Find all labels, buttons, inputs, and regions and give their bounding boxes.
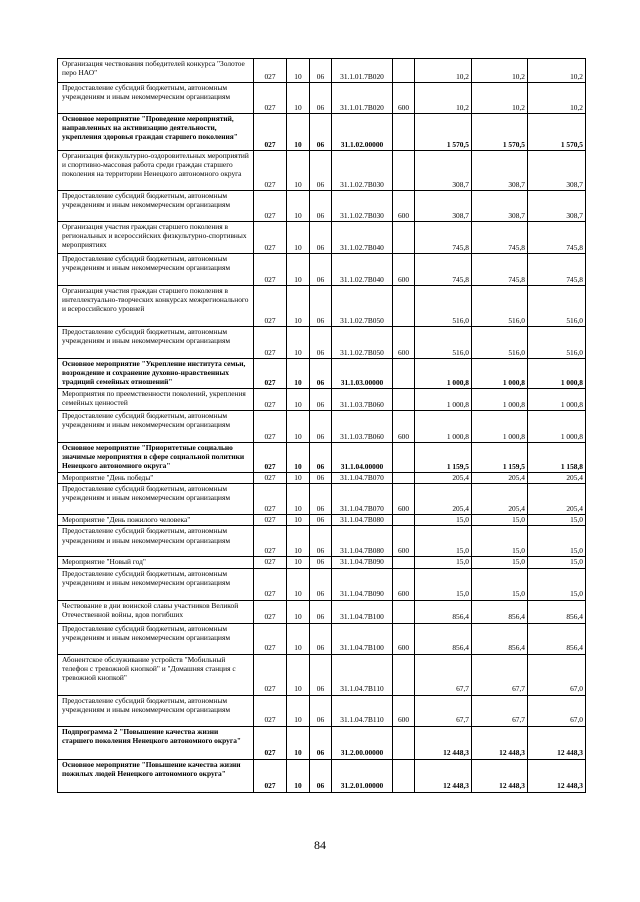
cell-expense-type: 600 xyxy=(393,191,415,222)
table-row xyxy=(58,726,586,759)
table-row xyxy=(58,600,586,623)
cell-subsection: 06 xyxy=(310,473,332,484)
table-row xyxy=(58,389,586,411)
cell-expense-type xyxy=(393,473,415,484)
cell-section: 10 xyxy=(287,695,310,726)
cell-expense-type xyxy=(393,222,415,254)
cell-amount-3: 856,4 xyxy=(528,600,586,623)
cell-target-code: 31.1.04.7В100 xyxy=(332,600,393,623)
cell-admin-code: 027 xyxy=(254,411,287,443)
cell-amount-3: 15,0 xyxy=(528,526,586,557)
table-row xyxy=(58,695,586,726)
cell-amount-1: 1 159,5 xyxy=(415,443,472,473)
cell-name: Мероприятия по преемственности поколений, укрепления семейных ценностей xyxy=(58,389,254,411)
cell-expense-type: 600 xyxy=(393,695,415,726)
cell-amount-3: 516,0 xyxy=(528,327,586,359)
cell-admin-code: 027 xyxy=(254,600,287,623)
cell-section: 10 xyxy=(287,484,310,515)
cell-amount-2: 15,0 xyxy=(472,568,528,600)
cell-amount-2: 1 000,8 xyxy=(472,411,528,443)
cell-section: 10 xyxy=(287,473,310,484)
cell-name: Мероприятие "Новый год" xyxy=(58,557,254,568)
cell-amount-1: 15,0 xyxy=(415,515,472,526)
cell-amount-2: 10,2 xyxy=(472,59,528,83)
cell-amount-3: 12 448,3 xyxy=(528,759,586,792)
cell-amount-3: 745,8 xyxy=(528,222,586,254)
cell-section: 10 xyxy=(287,568,310,600)
cell-amount-3: 1 000,8 xyxy=(528,359,586,389)
cell-admin-code: 027 xyxy=(254,443,287,473)
cell-expense-type xyxy=(393,286,415,327)
cell-admin-code: 027 xyxy=(254,222,287,254)
cell-amount-3: 1 570,5 xyxy=(528,114,586,151)
cell-section: 10 xyxy=(287,389,310,411)
cell-expense-type: 600 xyxy=(393,568,415,600)
cell-expense-type xyxy=(393,389,415,411)
cell-amount-1: 12 448,3 xyxy=(415,759,472,792)
cell-amount-2: 67,7 xyxy=(472,695,528,726)
cell-amount-1: 15,0 xyxy=(415,557,472,568)
cell-expense-type: 600 xyxy=(393,484,415,515)
cell-expense-type: 600 xyxy=(393,327,415,359)
table-row xyxy=(58,151,586,191)
cell-name: Предоставление субсидий бюджетным, автономным учреждениям и иным некоммерческим организациям xyxy=(58,83,254,114)
cell-target-code: 31.1.02.00000 xyxy=(332,114,393,151)
cell-amount-1: 12 448,3 xyxy=(415,726,472,759)
cell-amount-2: 15,0 xyxy=(472,526,528,557)
table-row xyxy=(58,515,586,526)
cell-target-code: 31.2.00.00000 xyxy=(332,726,393,759)
cell-target-code: 31.1.04.00000 xyxy=(332,443,393,473)
cell-expense-type: 600 xyxy=(393,623,415,654)
cell-section: 10 xyxy=(287,623,310,654)
cell-target-code: 31.1.04.7В090 xyxy=(332,557,393,568)
cell-section: 10 xyxy=(287,726,310,759)
cell-target-code: 31.1.04.7В110 xyxy=(332,695,393,726)
cell-expense-type xyxy=(393,443,415,473)
cell-amount-2: 308,7 xyxy=(472,151,528,191)
cell-admin-code: 027 xyxy=(254,473,287,484)
cell-admin-code: 027 xyxy=(254,759,287,792)
cell-name: Предоставление субсидий бюджетным, автономным учреждениям и иным некоммерческим организациям xyxy=(58,568,254,600)
table-row xyxy=(58,654,586,695)
cell-subsection: 06 xyxy=(310,411,332,443)
cell-section: 10 xyxy=(287,286,310,327)
cell-section: 10 xyxy=(287,759,310,792)
cell-amount-3: 308,7 xyxy=(528,151,586,191)
cell-target-code: 31.1.01.7В020 xyxy=(332,83,393,114)
cell-name: Основное мероприятие "Приоритетные социально значимые мероприятия в сфере социальной политики Ненецкого автономного округа" xyxy=(58,443,254,473)
cell-target-code: 31.1.03.00000 xyxy=(332,359,393,389)
cell-name: Основное мероприятие "Укрепление института семьи, возрождение и сохранение духовно-нравственных традиций семейных отношений" xyxy=(58,359,254,389)
cell-expense-type xyxy=(393,151,415,191)
cell-subsection: 06 xyxy=(310,359,332,389)
cell-amount-1: 1 000,8 xyxy=(415,389,472,411)
cell-amount-1: 516,0 xyxy=(415,327,472,359)
cell-name: Предоставление субсидий бюджетным, автономным учреждениям и иным некоммерческим организациям xyxy=(58,191,254,222)
cell-admin-code: 027 xyxy=(254,151,287,191)
cell-subsection: 06 xyxy=(310,389,332,411)
cell-subsection: 06 xyxy=(310,526,332,557)
cell-name: Организация физкультурно-оздоровительных мероприятий и спортивно-массовая работа среди граждан старшего поколения на территории Ненецкого автономного округа xyxy=(58,151,254,191)
cell-expense-type xyxy=(393,515,415,526)
cell-name: Основное мероприятие "Проведение мероприятий, направленных на активизацию деятельности, укрепления здоровья граждан старшего поколения" xyxy=(58,114,254,151)
table-row xyxy=(58,83,586,114)
cell-subsection: 06 xyxy=(310,59,332,83)
cell-target-code: 31.1.04.7В070 xyxy=(332,484,393,515)
table-row xyxy=(58,526,586,557)
cell-amount-2: 745,8 xyxy=(472,222,528,254)
cell-section: 10 xyxy=(287,411,310,443)
cell-amount-2: 205,4 xyxy=(472,473,528,484)
cell-target-code: 31.1.04.7В080 xyxy=(332,515,393,526)
cell-amount-1: 67,7 xyxy=(415,654,472,695)
cell-amount-3: 856,4 xyxy=(528,623,586,654)
cell-amount-1: 1 000,8 xyxy=(415,359,472,389)
cell-amount-3: 67,0 xyxy=(528,695,586,726)
cell-section: 10 xyxy=(287,359,310,389)
cell-admin-code: 027 xyxy=(254,654,287,695)
cell-amount-2: 1 000,8 xyxy=(472,359,528,389)
cell-amount-3: 205,4 xyxy=(528,484,586,515)
cell-subsection: 06 xyxy=(310,114,332,151)
table-row xyxy=(58,484,586,515)
table-row xyxy=(58,114,586,151)
cell-target-code: 31.1.04.7В110 xyxy=(332,654,393,695)
cell-section: 10 xyxy=(287,222,310,254)
cell-amount-2: 745,8 xyxy=(472,254,528,286)
cell-amount-3: 1 000,8 xyxy=(528,389,586,411)
cell-amount-1: 15,0 xyxy=(415,568,472,600)
cell-amount-3: 1 158,8 xyxy=(528,443,586,473)
cell-amount-1: 516,0 xyxy=(415,286,472,327)
cell-subsection: 06 xyxy=(310,515,332,526)
table-row xyxy=(58,222,586,254)
table-row xyxy=(58,359,586,389)
cell-amount-2: 308,7 xyxy=(472,191,528,222)
cell-amount-2: 15,0 xyxy=(472,515,528,526)
cell-name: Предоставление субсидий бюджетным, автономным учреждениям и иным некоммерческим организациям xyxy=(58,411,254,443)
cell-subsection: 06 xyxy=(310,443,332,473)
cell-subsection: 06 xyxy=(310,151,332,191)
cell-expense-type: 600 xyxy=(393,526,415,557)
cell-amount-1: 856,4 xyxy=(415,600,472,623)
cell-expense-type xyxy=(393,59,415,83)
cell-admin-code: 027 xyxy=(254,191,287,222)
cell-amount-1: 15,0 xyxy=(415,526,472,557)
table-row xyxy=(58,623,586,654)
cell-name: Организация участия граждан старшего поколения в региональных и всероссийских физкультурно-спортивных мероприятиях xyxy=(58,222,254,254)
cell-target-code: 31.1.03.7В060 xyxy=(332,411,393,443)
cell-name: Предоставление субсидий бюджетным, автономным учреждениям и иным некоммерческим организациям xyxy=(58,327,254,359)
cell-name: Абонентское обслуживание устройств "Мобильный телефон с тревожной кнопкой" и "Домашняя станция с тревожной кнопкой" xyxy=(58,654,254,695)
cell-admin-code: 027 xyxy=(254,254,287,286)
cell-subsection: 06 xyxy=(310,484,332,515)
cell-admin-code: 027 xyxy=(254,568,287,600)
cell-amount-1: 205,4 xyxy=(415,473,472,484)
cell-section: 10 xyxy=(287,515,310,526)
cell-amount-2: 1 570,5 xyxy=(472,114,528,151)
cell-admin-code: 027 xyxy=(254,515,287,526)
cell-subsection: 06 xyxy=(310,83,332,114)
cell-amount-2: 205,4 xyxy=(472,484,528,515)
cell-subsection: 06 xyxy=(310,623,332,654)
cell-name: Предоставление субсидий бюджетным, автономным учреждениям и иным некоммерческим организациям xyxy=(58,254,254,286)
cell-name: Мероприятие "День пожилого человека" xyxy=(58,515,254,526)
cell-subsection: 06 xyxy=(310,557,332,568)
cell-name: Предоставление субсидий бюджетным, автономным учреждениям и иным некоммерческим организациям xyxy=(58,695,254,726)
cell-subsection: 06 xyxy=(310,286,332,327)
cell-section: 10 xyxy=(287,59,310,83)
cell-amount-2: 516,0 xyxy=(472,327,528,359)
cell-admin-code: 027 xyxy=(254,59,287,83)
cell-admin-code: 027 xyxy=(254,359,287,389)
cell-amount-3: 516,0 xyxy=(528,286,586,327)
cell-subsection: 06 xyxy=(310,254,332,286)
table-row xyxy=(58,411,586,443)
cell-amount-1: 1 000,8 xyxy=(415,411,472,443)
cell-section: 10 xyxy=(287,327,310,359)
cell-expense-type xyxy=(393,557,415,568)
cell-expense-type xyxy=(393,759,415,792)
cell-amount-2: 1 159,5 xyxy=(472,443,528,473)
cell-expense-type xyxy=(393,114,415,151)
table-row xyxy=(58,759,586,792)
cell-admin-code: 027 xyxy=(254,623,287,654)
cell-name: Мероприятие "День победы" xyxy=(58,473,254,484)
table-row xyxy=(58,191,586,222)
cell-target-code: 31.1.04.7В080 xyxy=(332,526,393,557)
cell-target-code: 31.1.02.7В050 xyxy=(332,327,393,359)
cell-amount-1: 856,4 xyxy=(415,623,472,654)
cell-admin-code: 027 xyxy=(254,83,287,114)
table-row xyxy=(58,254,586,286)
budget-table xyxy=(57,58,586,793)
cell-admin-code: 027 xyxy=(254,286,287,327)
cell-target-code: 31.1.02.7В040 xyxy=(332,254,393,286)
cell-amount-3: 15,0 xyxy=(528,515,586,526)
table-row xyxy=(58,443,586,473)
cell-expense-type: 600 xyxy=(393,411,415,443)
table-row xyxy=(58,327,586,359)
cell-section: 10 xyxy=(287,83,310,114)
cell-subsection: 06 xyxy=(310,759,332,792)
cell-amount-3: 12 448,3 xyxy=(528,726,586,759)
cell-expense-type xyxy=(393,726,415,759)
cell-admin-code: 027 xyxy=(254,695,287,726)
cell-subsection: 06 xyxy=(310,726,332,759)
cell-target-code: 31.1.04.7В070 xyxy=(332,473,393,484)
cell-amount-2: 67,7 xyxy=(472,654,528,695)
cell-amount-2: 1 000,8 xyxy=(472,389,528,411)
cell-name: Организация участия граждан старшего поколения в интеллектуально-творческих конкурсах межрегионального и всероссийского уровней xyxy=(58,286,254,327)
cell-amount-3: 205,4 xyxy=(528,473,586,484)
cell-name: Чествование в дни воинской славы участников Великой Отечественной войны, вдов погибших xyxy=(58,600,254,623)
cell-section: 10 xyxy=(287,557,310,568)
cell-expense-type: 600 xyxy=(393,254,415,286)
cell-target-code: 31.1.04.7В100 xyxy=(332,623,393,654)
cell-amount-3: 15,0 xyxy=(528,568,586,600)
cell-subsection: 06 xyxy=(310,191,332,222)
cell-section: 10 xyxy=(287,151,310,191)
table-row xyxy=(58,473,586,484)
cell-amount-2: 856,4 xyxy=(472,600,528,623)
cell-admin-code: 027 xyxy=(254,726,287,759)
cell-section: 10 xyxy=(287,600,310,623)
cell-section: 10 xyxy=(287,254,310,286)
cell-amount-3: 67,0 xyxy=(528,654,586,695)
cell-admin-code: 027 xyxy=(254,389,287,411)
cell-amount-3: 745,8 xyxy=(528,254,586,286)
cell-subsection: 06 xyxy=(310,568,332,600)
cell-target-code: 31.1.01.7В020 xyxy=(332,59,393,83)
cell-target-code: 31.1.03.7В060 xyxy=(332,389,393,411)
cell-amount-2: 856,4 xyxy=(472,623,528,654)
table-row xyxy=(58,568,586,600)
cell-amount-2: 12 448,3 xyxy=(472,759,528,792)
cell-name: Организация чествования победителей конкурса "Золотое перо НАО" xyxy=(58,59,254,83)
cell-amount-3: 308,7 xyxy=(528,191,586,222)
cell-amount-1: 308,7 xyxy=(415,191,472,222)
cell-amount-1: 10,2 xyxy=(415,59,472,83)
cell-amount-3: 15,0 xyxy=(528,557,586,568)
cell-amount-1: 205,4 xyxy=(415,484,472,515)
cell-amount-1: 308,7 xyxy=(415,151,472,191)
cell-target-code: 31.1.04.7В090 xyxy=(332,568,393,600)
cell-amount-3: 10,2 xyxy=(528,83,586,114)
cell-amount-2: 15,0 xyxy=(472,557,528,568)
cell-admin-code: 027 xyxy=(254,526,287,557)
cell-section: 10 xyxy=(287,114,310,151)
cell-section: 10 xyxy=(287,191,310,222)
cell-name: Основное мероприятие "Повышение качества жизни пожилых людей Ненецкого автономного округа" xyxy=(58,759,254,792)
cell-expense-type: 600 xyxy=(393,83,415,114)
cell-section: 10 xyxy=(287,654,310,695)
cell-target-code: 31.1.02.7В040 xyxy=(332,222,393,254)
table-row xyxy=(58,59,586,83)
cell-name: Подпрограмма 2 "Повышение качества жизни старшего поколения Ненецкого автономного округа" xyxy=(58,726,254,759)
table-body xyxy=(58,59,586,793)
cell-amount-3: 1 000,8 xyxy=(528,411,586,443)
cell-name: Предоставление субсидий бюджетным, автономным учреждениям и иным некоммерческим организациям xyxy=(58,526,254,557)
table-row xyxy=(58,286,586,327)
cell-expense-type xyxy=(393,359,415,389)
cell-name: Предоставление субсидий бюджетным, автономным учреждениям и иным некоммерческим организациям xyxy=(58,484,254,515)
cell-target-code: 31.2.01.00000 xyxy=(332,759,393,792)
cell-target-code: 31.1.02.7В030 xyxy=(332,191,393,222)
cell-amount-1: 745,8 xyxy=(415,254,472,286)
cell-subsection: 06 xyxy=(310,327,332,359)
cell-amount-1: 10,2 xyxy=(415,83,472,114)
cell-subsection: 06 xyxy=(310,222,332,254)
cell-amount-2: 10,2 xyxy=(472,83,528,114)
cell-admin-code: 027 xyxy=(254,114,287,151)
page-number: 84 xyxy=(314,838,326,852)
cell-target-code: 31.1.02.7В050 xyxy=(332,286,393,327)
cell-subsection: 06 xyxy=(310,695,332,726)
cell-name: Предоставление субсидий бюджетным, автономным учреждениям и иным некоммерческим организациям xyxy=(58,623,254,654)
cell-expense-type xyxy=(393,600,415,623)
cell-amount-1: 67,7 xyxy=(415,695,472,726)
cell-expense-type xyxy=(393,654,415,695)
cell-amount-1: 745,8 xyxy=(415,222,472,254)
cell-subsection: 06 xyxy=(310,600,332,623)
cell-amount-1: 1 570,5 xyxy=(415,114,472,151)
cell-section: 10 xyxy=(287,526,310,557)
cell-admin-code: 027 xyxy=(254,557,287,568)
cell-target-code: 31.1.02.7В030 xyxy=(332,151,393,191)
cell-section: 10 xyxy=(287,443,310,473)
cell-admin-code: 027 xyxy=(254,484,287,515)
cell-amount-2: 516,0 xyxy=(472,286,528,327)
cell-amount-2: 12 448,3 xyxy=(472,726,528,759)
cell-amount-3: 10,2 xyxy=(528,59,586,83)
table-row xyxy=(58,557,586,568)
cell-subsection: 06 xyxy=(310,654,332,695)
cell-admin-code: 027 xyxy=(254,327,287,359)
